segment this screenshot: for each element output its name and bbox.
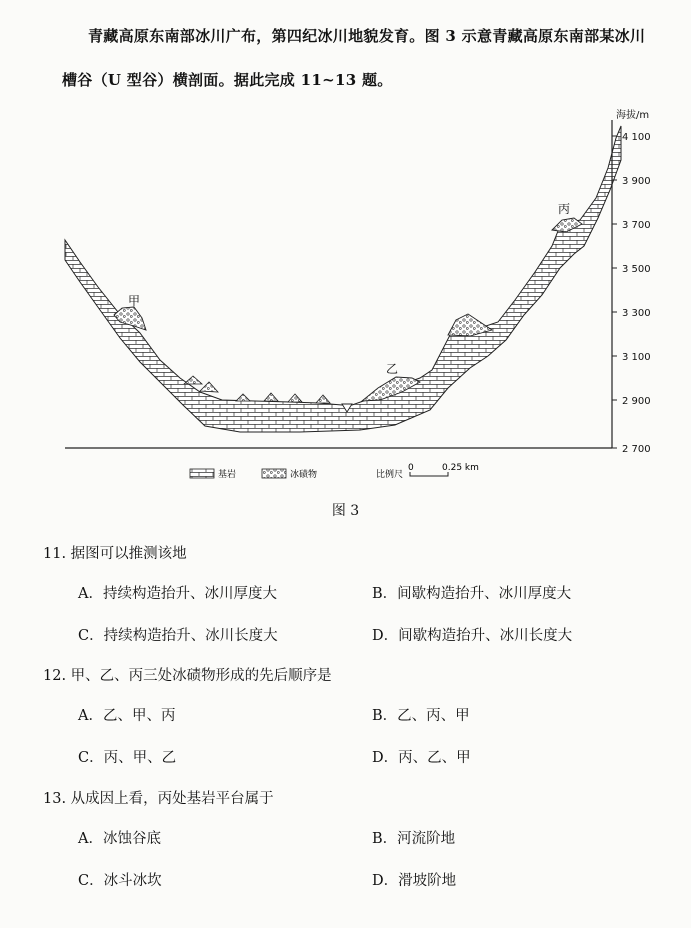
option-text: 冰蚀谷底: [102, 831, 161, 847]
option-text: 间歇构造抬升、冰川长度大: [398, 628, 573, 644]
intro-line-2: 槽谷（U 型谷）横剖面。据此完成 11~13 题。: [62, 71, 393, 89]
option-letter: D．: [372, 750, 399, 766]
q12-option-c[interactable]: [78, 746, 176, 767]
q12-option-d[interactable]: [372, 746, 471, 767]
y-tick-label: 4 100: [622, 132, 651, 143]
question-text: 甲、乙、丙三处冰碛物形成的先后顺序是: [70, 668, 332, 684]
option-letter: A．: [78, 708, 103, 724]
option-text: 持续构造抬升、冰川厚度大: [102, 586, 277, 602]
legend: [190, 463, 479, 480]
option-letter: B．: [372, 708, 398, 724]
moraine-floor-4: [264, 393, 278, 401]
y-tick-label: 3 300: [622, 308, 651, 319]
y-tick-label: 3 100: [622, 352, 651, 363]
label-yi: 乙: [386, 362, 399, 376]
scale-zero: 0: [408, 463, 414, 473]
option-text: 间歇构造抬升、冰川厚度大: [397, 586, 572, 602]
question-text: 据图可以推测该地: [70, 546, 187, 562]
y-tick-label: 2 900: [622, 396, 651, 407]
q11-option-b[interactable]: [372, 582, 571, 603]
legend-bedrock-label: 基岩: [218, 470, 237, 480]
option-text: 丙、甲、乙: [103, 750, 177, 766]
intro-line-1: 青藏高原东南部冰川广布，第四纪冰川地貌发育。图 3 示意青藏高原东南部某冰川: [88, 27, 646, 45]
valley-cross-section-figure: [0, 100, 691, 500]
option-letter: D．: [372, 873, 399, 889]
question-text: 从成因上看，丙处基岩平台属于: [70, 791, 274, 807]
option-text: 丙、乙、甲: [398, 750, 471, 766]
moraine-floor-3: [236, 394, 250, 401]
y-axis-title: 海拔/m: [616, 110, 650, 121]
moraine-floor-6: [316, 395, 330, 403]
label-jia: 甲: [128, 294, 141, 308]
question-number: 11.: [43, 546, 67, 562]
legend-moraine-swatch: [262, 469, 286, 478]
scale-value: 0.25 km: [442, 463, 479, 473]
q13-option-a[interactable]: [78, 827, 161, 848]
q12-option-b[interactable]: [372, 704, 470, 725]
option-letter: D．: [372, 628, 399, 644]
question-11-stem: [43, 542, 187, 563]
option-letter: A．: [78, 831, 103, 847]
y-tick-label: 2 700: [622, 444, 651, 455]
question-13-stem: [43, 787, 274, 808]
moraine-floor-5: [288, 394, 302, 402]
q11-option-a[interactable]: [78, 582, 277, 603]
legend-bedrock-swatch: [190, 469, 214, 478]
option-text: 河流阶地: [397, 831, 456, 847]
option-text: 冰斗冰坎: [103, 873, 162, 889]
question-12-stem: [43, 664, 332, 685]
option-text: 乙、丙、甲: [397, 708, 470, 724]
q11-option-d[interactable]: [372, 624, 572, 645]
y-tick-label: 3 700: [622, 220, 651, 231]
y-tick-label: 3 900: [622, 176, 651, 187]
label-bing: 丙: [558, 202, 571, 216]
option-letter: C．: [78, 873, 104, 889]
option-text: 乙、甲、丙: [102, 708, 176, 724]
bedrock-layer: [65, 126, 621, 432]
q13-option-b[interactable]: [372, 827, 455, 848]
option-letter: B．: [372, 831, 398, 847]
option-letter: C．: [78, 628, 104, 644]
q12-option-a[interactable]: [78, 704, 175, 725]
moraine-floor-2: [200, 382, 218, 392]
option-letter: A．: [78, 586, 103, 602]
q11-option-c[interactable]: [78, 624, 278, 645]
option-text: 持续构造抬升、冰川长度大: [103, 628, 278, 644]
legend-moraine-label: 冰碛物: [290, 470, 318, 480]
option-letter: B．: [372, 586, 398, 602]
option-text: 滑坡阶地: [398, 873, 457, 889]
question-number: 13.: [43, 791, 67, 807]
q13-option-d[interactable]: [372, 869, 456, 890]
y-tick-label: 3 500: [622, 264, 651, 275]
scale-label: 比例尺: [376, 470, 404, 480]
question-number: 12.: [43, 668, 67, 684]
option-letter: C．: [78, 750, 104, 766]
moraine-floor-1: [184, 376, 202, 384]
q13-option-c[interactable]: [78, 869, 162, 890]
figure-caption: 图 3: [331, 503, 360, 519]
